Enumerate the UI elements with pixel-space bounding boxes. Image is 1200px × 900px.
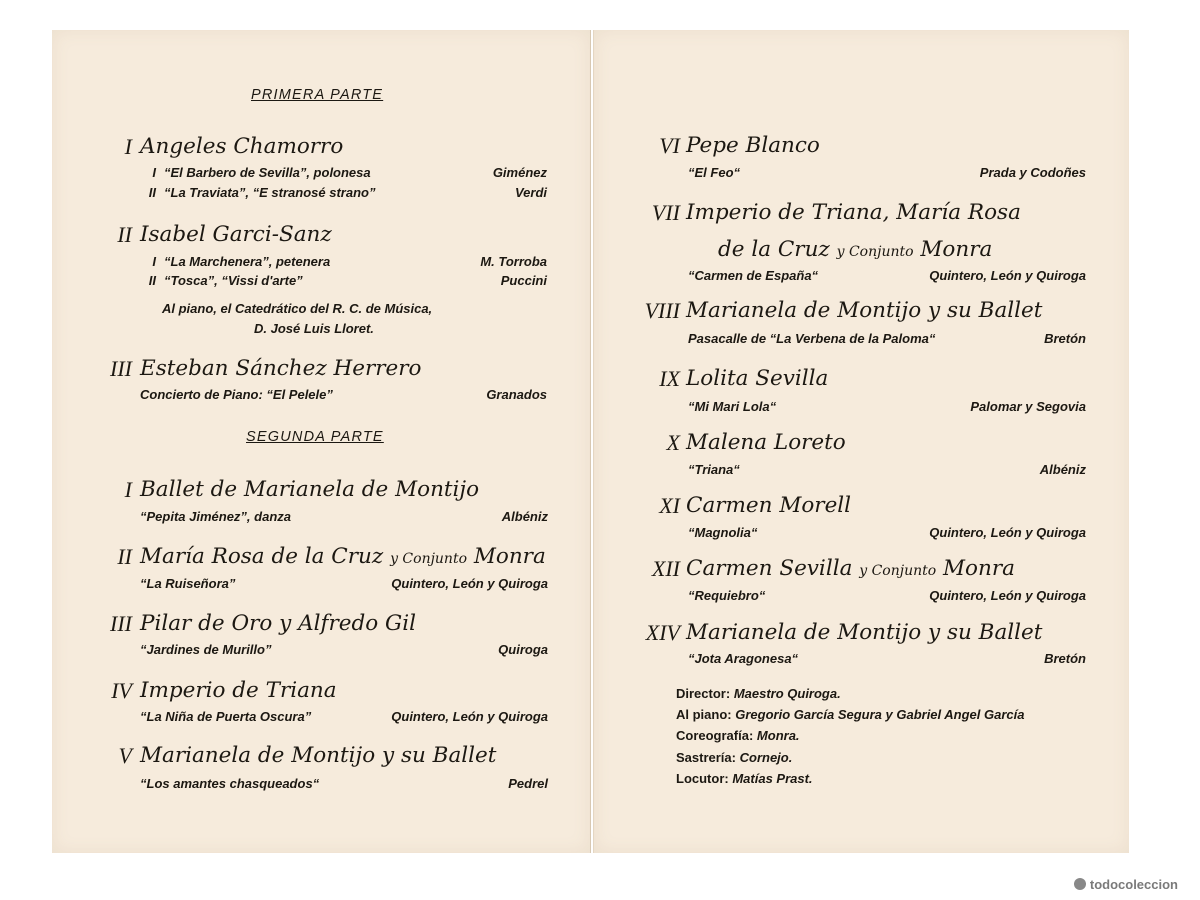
primera-parte-heading: PRIMERA PARTE (251, 87, 384, 103)
act-number: I (124, 134, 132, 159)
act-number: III (110, 356, 132, 381)
work-composer: Albéniz (1039, 462, 1086, 477)
work-title: “Carmen de España“ (688, 268, 819, 283)
performer-name: Pepe Blanco (686, 133, 820, 158)
credit-tailoring: Sastrería: Cornejo. (676, 750, 793, 765)
work-composer: Quintero, León y Quiroga (929, 268, 1086, 283)
work-composer: Palomar y Segovia (970, 399, 1086, 414)
act-number: VIII (644, 298, 680, 323)
work-title: “Pepita Jiménez”, danza (140, 509, 291, 524)
act-number: XI (659, 493, 680, 518)
performer-name: Imperio de Triana, María Rosa (686, 200, 1021, 225)
act-number: IV (111, 678, 132, 703)
act-number: XII (651, 556, 680, 581)
act-number: V (118, 743, 132, 768)
work-number: II (148, 273, 156, 288)
work-title: “Triana“ (688, 462, 740, 477)
credit-choreography: Coreografía: Monra. (676, 728, 800, 743)
work-composer: Quintero, León y Quiroga (929, 588, 1086, 603)
work-title: “Requiebro“ (688, 588, 766, 603)
work-number: I (152, 165, 156, 180)
work-composer: Prada y Codoñes (979, 165, 1086, 180)
work-composer: Bretón (1044, 651, 1086, 666)
work-composer: Albéniz (501, 509, 548, 524)
work-title: “Los amantes chasqueados“ (140, 776, 320, 791)
work-title: Concierto de Piano: “El Pelele” (140, 387, 333, 402)
work-title: “El Barbero de Sevilla”, polonesa (164, 165, 371, 180)
work-title: “La Ruiseñora” (140, 576, 236, 591)
performer-name: Marianela de Montijo y su Ballet (140, 743, 497, 768)
performer-name: Angeles Chamorro (140, 134, 344, 159)
work-composer: Quintero, León y Quiroga (391, 709, 548, 724)
performer-name: Carmen Morell (686, 493, 852, 518)
work-title: “Jardines de Murillo” (140, 642, 272, 657)
work-composer: Giménez (492, 165, 547, 180)
act-number: X (666, 430, 680, 455)
work-number: I (152, 254, 156, 269)
credit-announcer: Locutor: Matías Prast. (676, 771, 813, 786)
work-title: “Magnolia“ (688, 525, 758, 540)
work-composer: M. Torroba (480, 254, 547, 269)
accompanist-note: D. José Luis Lloret. (254, 321, 374, 336)
act-number: I (124, 477, 132, 502)
act-number: VI (659, 133, 680, 158)
work-composer: Pedrel (508, 776, 548, 791)
performer-name-continued: de la Cruz y Conjunto Monra (718, 237, 993, 262)
performer-name: Carmen Sevilla y Conjunto Monra (686, 556, 1015, 581)
act-number: XIV (645, 620, 680, 645)
work-number: II (148, 185, 156, 200)
performer-name: Isabel Garci-Sanz (140, 222, 332, 247)
performer-name: Malena Loreto (686, 430, 846, 455)
work-title: “Tosca”, “Vissi d'arte” (164, 273, 303, 288)
act-number: II (117, 544, 132, 569)
performer-name: Lolita Sevilla (686, 366, 829, 391)
work-composer: Puccini (500, 273, 547, 288)
act-number: III (110, 611, 132, 636)
act-number: VII (651, 200, 680, 225)
work-composer: Quiroga (498, 642, 548, 657)
performer-name: Marianela de Montijo y su Ballet (686, 298, 1043, 323)
work-title: “La Traviata”, “E stranosé strano” (164, 185, 376, 200)
performer-name: Esteban Sánchez Herrero (140, 356, 422, 381)
work-title: “Mi Mari Lola“ (688, 399, 777, 414)
accompanist-note: Al piano, el Catedrático del R. C. de Música, (162, 301, 433, 316)
work-title: Pasacalle de “La Verbena de la Paloma“ (688, 331, 936, 346)
right-page (593, 30, 1129, 853)
left-page (52, 30, 591, 853)
work-title: “La Niña de Puerta Oscura” (140, 709, 312, 724)
work-title: “Jota Aragonesa“ (688, 651, 799, 666)
work-title: “El Feo“ (688, 165, 741, 180)
work-composer: Quintero, León y Quiroga (391, 576, 548, 591)
work-composer: Bretón (1044, 331, 1086, 346)
performer-name: Imperio de Triana (140, 678, 337, 703)
work-composer: Verdi (514, 185, 547, 200)
performer-name: Pilar de Oro y Alfredo Gil (140, 611, 416, 636)
segunda-parte-heading: SEGUNDA PARTE (246, 429, 384, 445)
credit-piano: Al piano: Gregorio García Segura y Gabriel Angel García (676, 707, 1025, 722)
act-number: II (117, 222, 132, 247)
performer-name: María Rosa de la Cruz y Conjunto Monra (140, 544, 546, 569)
performer-name: Ballet de Marianela de Montijo (140, 477, 480, 502)
work-composer: Granados (486, 387, 547, 402)
credit-director: Director: Maestro Quiroga. (676, 686, 841, 701)
watermark: todocoleccion (1074, 877, 1178, 892)
watermark-logo-icon (1074, 878, 1086, 890)
work-title: “La Marchenera”, petenera (164, 254, 331, 269)
performer-name: Marianela de Montijo y su Ballet (686, 620, 1043, 645)
work-composer: Quintero, León y Quiroga (929, 525, 1086, 540)
act-number: IX (659, 366, 680, 391)
